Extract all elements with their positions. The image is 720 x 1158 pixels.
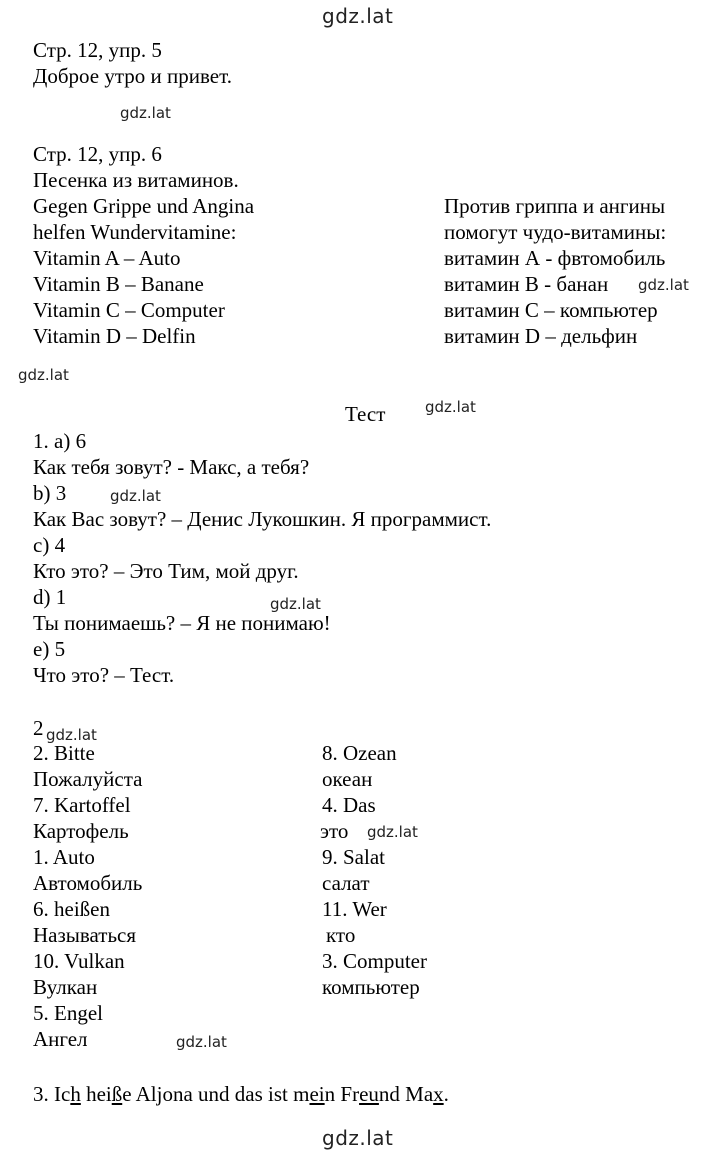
task1-line: Как Вас зовут? – Денис Лукошкин. Я программист.	[33, 507, 492, 531]
watermark: gdz.lat	[110, 487, 161, 505]
task1-line: 1. a) 6	[33, 429, 87, 453]
task2-left-line: 5. Engel	[33, 1001, 103, 1025]
task1-line: Ты понимаешь? – Я не понимаю!	[33, 611, 331, 635]
task2-left-line: 7. Kartoffel	[33, 793, 131, 817]
task2-left-line: Вулкан	[33, 975, 98, 999]
watermark: gdz.lat	[120, 104, 171, 122]
task2-left-line: Пожалуйста	[33, 767, 143, 791]
task2-right-line: компьютер	[322, 975, 420, 999]
watermark: gdz.lat	[176, 1033, 227, 1051]
task2-left-line: 1. Auto	[33, 845, 95, 869]
task2-left-line: 2. Bitte	[33, 741, 95, 765]
task2-right-line: салат	[322, 871, 370, 895]
task3-text: .	[443, 1082, 449, 1106]
song-line-german: Vitamin D – Delfin	[33, 324, 196, 348]
exercise-5-heading: Стр. 12, упр. 5	[33, 38, 162, 62]
task1-line: c) 4	[33, 533, 66, 557]
task3-sentence	[33, 1081, 449, 1107]
song-line-russian: помогут чудо-витамины:	[444, 220, 667, 244]
task2-right-line: 4. Das	[322, 793, 376, 817]
task2-left-line: Картофель	[33, 819, 129, 843]
task2-right-line: это	[320, 819, 349, 843]
task1-line: Кто это? – Это Тим, мой друг.	[33, 559, 299, 583]
task2-left-line: Ангел	[33, 1027, 88, 1051]
song-line-german: helfen Wundervitamine:	[33, 220, 237, 244]
task2-right-line: 8. Ozean	[322, 741, 397, 765]
song-line-german: Gegen Grippe und Angina	[33, 194, 255, 218]
task1-line: Как тебя зовут? - Макс, а тебя?	[33, 455, 310, 479]
song-line-russian: витамин D – дельфин	[444, 324, 638, 348]
task3-underlined: eu	[359, 1082, 379, 1106]
song-line-russian: витамин В - банан	[444, 272, 609, 296]
task3-text: n Fr	[324, 1082, 360, 1106]
test-title: Тест	[345, 402, 386, 426]
task2-right-line: 11. Wer	[322, 897, 387, 921]
task2-left-line: Автомобиль	[33, 871, 143, 895]
task2-right-line: кто	[326, 923, 356, 947]
task2-label: 2	[33, 716, 44, 740]
task3-underlined: ei	[309, 1082, 325, 1106]
watermark: gdz.lat	[270, 595, 321, 613]
watermark: gdz.lat	[322, 1126, 394, 1150]
task3-text: nd Ma	[378, 1082, 434, 1106]
watermark: gdz.lat	[367, 823, 418, 841]
song-line-russian: витамин С – компьютер	[444, 298, 658, 322]
song-line-german: Vitamin B – Banane	[33, 272, 204, 296]
task2-right-line: 3. Computer	[322, 949, 427, 973]
watermark: gdz.lat	[18, 366, 69, 384]
task1-line: b) 3	[33, 481, 67, 505]
task2-left-line: 6. heißen	[33, 897, 110, 921]
watermark: gdz.lat	[322, 4, 394, 28]
task3-underlined: h	[70, 1082, 81, 1106]
song-line-russian: Против гриппа и ангины	[444, 194, 666, 218]
song-line-german: Vitamin A – Auto	[33, 246, 181, 270]
task2-left-line: 10. Vulkan	[33, 949, 125, 973]
task2-right-line: 9. Salat	[322, 845, 385, 869]
task1-line: e) 5	[33, 637, 66, 661]
song-line-russian: витамин А - фвтомобиль	[444, 246, 666, 270]
task3-underlined: ß	[111, 1082, 123, 1106]
task3-text: hei	[80, 1082, 112, 1106]
watermark: gdz.lat	[425, 398, 476, 416]
task3-underlined: x	[433, 1082, 444, 1106]
song-title: Песенка из витаминов.	[33, 168, 239, 192]
task3-text: e Aljona und das ist m	[122, 1082, 310, 1106]
exercise-5-text: Доброе утро и привет.	[33, 64, 232, 88]
watermark: gdz.lat	[638, 276, 689, 294]
task3-text: 3. Ic	[33, 1082, 71, 1106]
task2-right-line: океан	[322, 767, 373, 791]
task1-line: Что это? – Тест.	[33, 663, 175, 687]
exercise-6-heading: Стр. 12, упр. 6	[33, 142, 162, 166]
song-line-german: Vitamin C – Computer	[33, 298, 225, 322]
task2-left-line: Называться	[33, 923, 137, 947]
watermark: gdz.lat	[46, 726, 97, 744]
task1-line: d) 1	[33, 585, 67, 609]
